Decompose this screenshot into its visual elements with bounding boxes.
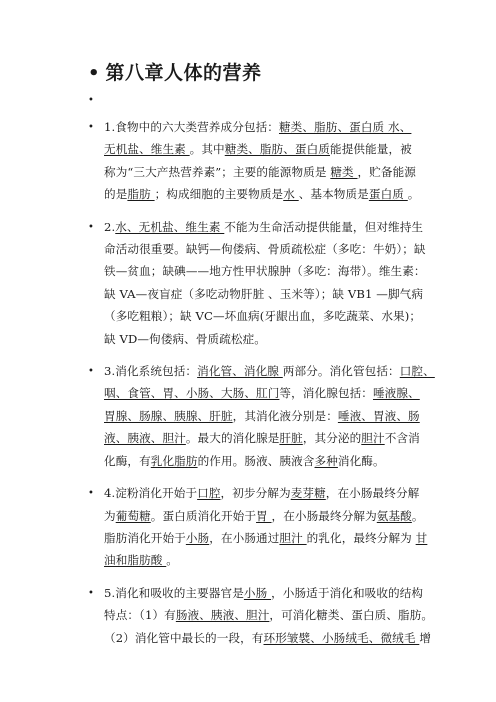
body-text: 化酶，有 [104, 453, 151, 468]
content-list [88, 116, 458, 659]
body-text: 1.食物中的六大类营养成分包括： [104, 120, 279, 134]
item-bullet: • [88, 122, 94, 133]
answer-text: 唾液腺、 [372, 386, 420, 401]
body-text: 4.淀粉消化开始于 [104, 486, 198, 501]
item-bullet: • [88, 587, 94, 599]
answer-text: 葡萄糖 [115, 508, 151, 523]
body-text: ，在小肠通过 [209, 530, 280, 545]
answer-text: 胃腺、肠腺、胰腺、肝脏 [104, 408, 233, 423]
answer-text: 小肠 [185, 530, 210, 545]
body-text: 增 [419, 630, 432, 645]
answer-text: 胆汁 [279, 530, 307, 545]
body-text: 不能为生命活动提供能量，但对维持生 [224, 219, 424, 234]
text-line [104, 183, 458, 205]
body-text: 缺 VD—佝偻病、骨质疏松症。 [104, 331, 266, 346]
text-line [104, 283, 458, 305]
list-item [88, 116, 458, 206]
answer-text: 液、胰液、胆汁 [104, 431, 186, 446]
body-text: 命活动很重要。缺钙—佝偻病、骨质疏松症（多吃：牛奶）；缺 [104, 242, 426, 257]
list-item [88, 360, 458, 472]
body-text: （多吃粗粮）；缺 VC—坏血病(牙龈出血，多吃蔬菜、水果)； [104, 309, 422, 324]
list-item [88, 482, 458, 572]
body-text: 的乳化，最终分解为 [306, 530, 416, 545]
body-text: 。其中 [189, 142, 225, 157]
body-text: 。 [407, 187, 420, 202]
answer-text: 麦芽糖 [290, 486, 326, 501]
text-line [104, 238, 458, 260]
body-text: 脂肪消化开始于 [104, 530, 186, 545]
answer-text: 胃 [256, 508, 272, 523]
answer-text: 蛋白质 [368, 187, 408, 202]
body-text: 3.消化系统包括： [104, 364, 198, 379]
answer-text: 糖类、脂肪、蛋白质 水、 [278, 120, 412, 134]
empty-bullet: • [88, 95, 94, 106]
text-line [104, 604, 458, 626]
body-text: 铁—贫血；缺碘——地方性甲状腺肿（多吃：海带）。维生素： [104, 264, 426, 279]
text-line [104, 627, 458, 649]
chapter-heading [88, 64, 262, 83]
text-line [104, 328, 458, 350]
body-text: ，在小肠最终分解 [325, 486, 420, 501]
answer-text: 乳化脂肪 [150, 453, 198, 468]
text-line [104, 116, 458, 138]
answer-text: 肠液、胰液、胆汁 [175, 608, 270, 623]
body-text: ，小肠适于消化和吸收的结构 [271, 585, 424, 600]
answer-text: 唾液、胃液、肠 [337, 408, 420, 423]
item-bullet: • [88, 488, 94, 500]
text-line [104, 360, 458, 382]
answer-text: 氨基酸 [376, 508, 412, 523]
body-text: 能提供能量，被 [330, 142, 412, 157]
text-line [104, 138, 458, 160]
body-text: 的是 [104, 187, 128, 202]
body-text: 5.消化和吸收的主要器官是 [104, 585, 244, 600]
item-bullet: • [88, 221, 94, 233]
body-text: ，其分泌的 [302, 431, 362, 446]
text-line [104, 305, 458, 327]
answer-text: 肝脏 [279, 431, 303, 446]
body-text: ；构成细胞的主要物质是 [154, 187, 284, 202]
body-text: ，在小肠最终分解为 [271, 508, 377, 523]
body-text: ，初步分解为 [220, 486, 291, 501]
answer-text: 脂肪 [127, 187, 155, 202]
answer-text: 无机盐、维生素 [104, 142, 190, 157]
body-text: 特点：（1）有 [104, 608, 176, 623]
text-line [104, 549, 458, 571]
text-line [104, 427, 458, 449]
answer-text: 甘 [415, 530, 428, 545]
heading-bullet: • [88, 62, 100, 84]
item-bullet: • [88, 366, 94, 378]
text-line [104, 382, 458, 404]
answer-text: 小肠 [243, 585, 272, 600]
text-line [104, 216, 458, 238]
answer-text: 胆汁 [361, 431, 385, 446]
page-title: 第八章人体的营养 [105, 62, 262, 84]
answer-text: 消化管、消化腺 [197, 364, 283, 379]
body-text: 。 [166, 553, 178, 568]
text-line [104, 582, 458, 604]
answer-text: 水 [283, 187, 299, 202]
answer-text: 口腔、 [399, 364, 435, 379]
answer-text: 咽、食管、胃、小肠、大肠、肛门 [104, 386, 280, 401]
body-text: 2. [104, 219, 116, 234]
body-text: 、基本物质是 [298, 187, 369, 202]
text-line [104, 482, 458, 504]
answer-text: 多种 [314, 453, 338, 468]
text-line [104, 260, 458, 282]
body-text: 的作用。肠液、胰液含 [197, 453, 315, 468]
text-line [104, 161, 458, 183]
answer-text: 糖类、脂肪、蛋白质 [224, 142, 330, 157]
text-line [104, 405, 458, 427]
body-text: ，其消化液分别是： [232, 408, 338, 423]
body-text: 为 [104, 508, 116, 523]
list-item [88, 216, 458, 350]
body-text: 。蛋白质消化开始于 [150, 508, 257, 523]
body-text: 。最大的消化腺是 [185, 431, 280, 446]
answer-text: 环形皱襞、小肠绒毛、微绒毛 [263, 630, 420, 645]
body-text: 两部分。消化管包括： [282, 364, 400, 379]
list-item [88, 582, 458, 649]
body-text: 称为“三大产热营养素”；主要的能源物质是 [104, 164, 331, 179]
body-text: 。 [411, 508, 424, 523]
text-line [104, 527, 458, 549]
body-text: ，可消化糖类、蛋白质、脂肪。 [269, 608, 434, 623]
answer-text: 口腔 [197, 486, 221, 501]
body-text: （2）消化管中最长的一段，有 [104, 630, 264, 645]
answer-text: 水、无机盐、维生素 [115, 219, 225, 234]
answer-text: 油和脂肪酸 [104, 553, 167, 568]
text-line [104, 450, 458, 472]
body-text: ，贮备能源 [357, 164, 417, 179]
body-text: 不含消 [384, 431, 420, 446]
body-text: 等，消化腺包括： [279, 386, 373, 401]
answer-text: 糖类 [330, 164, 358, 179]
body-text: 消化酶。 [337, 453, 385, 468]
body-text: 缺 VA—夜盲症（多吃动物肝脏 、玉米等）；缺 VB1 —脚气病 [104, 286, 424, 301]
text-line [104, 505, 458, 527]
